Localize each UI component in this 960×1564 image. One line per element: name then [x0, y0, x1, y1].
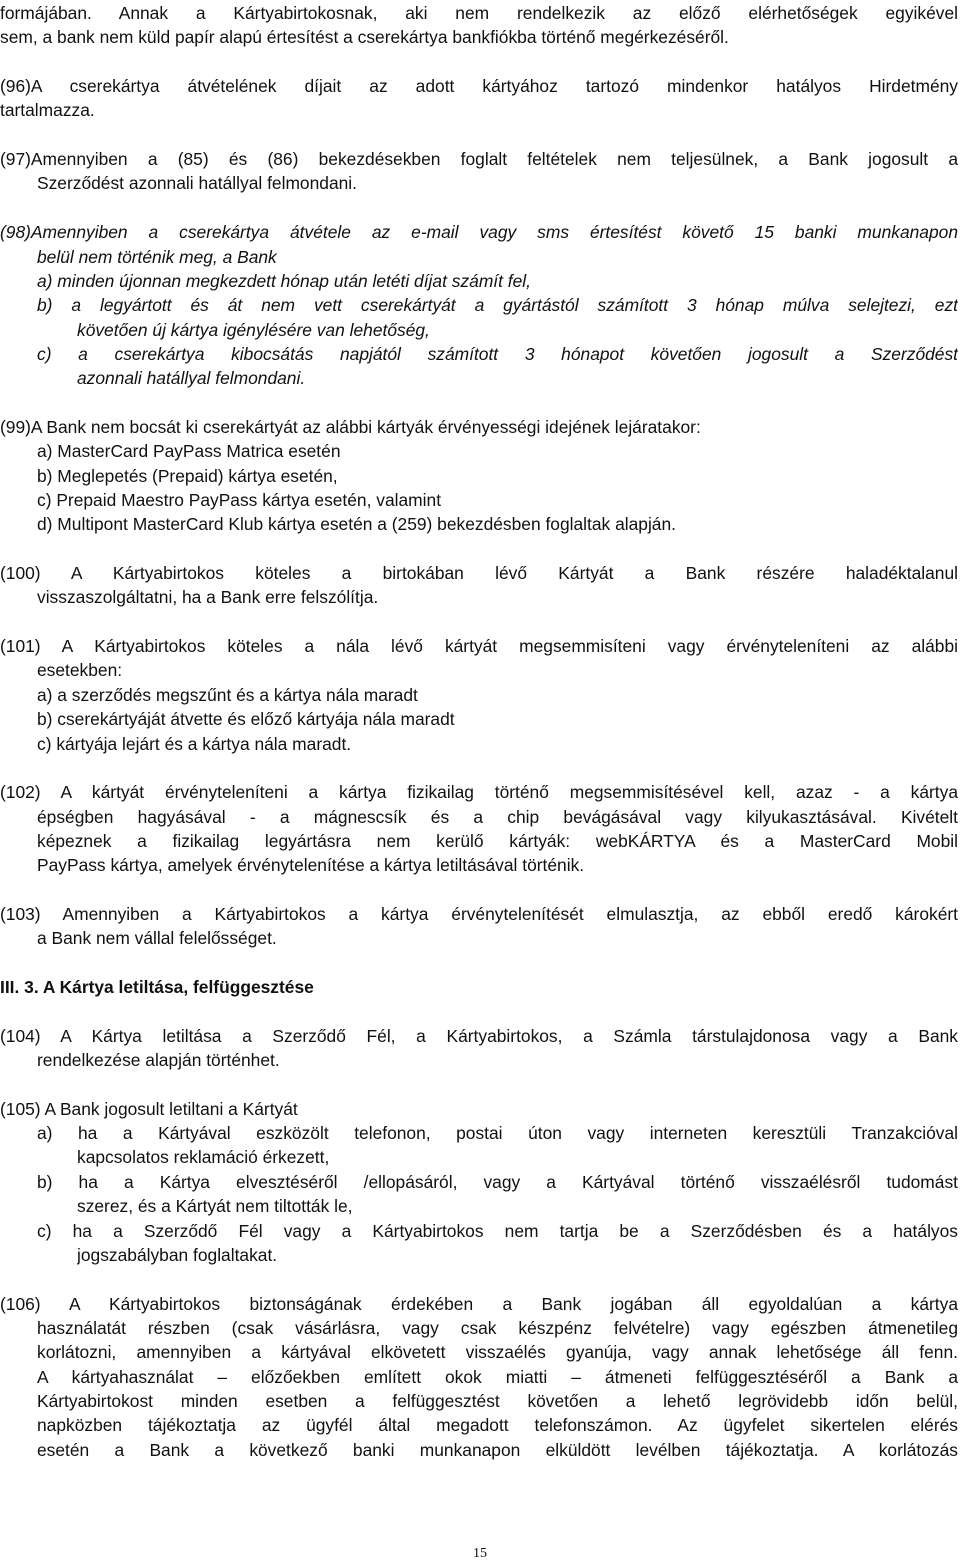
text-line: képeznek a fizikailag legyártásra nem kerülő kártyák: webKÁRTYA és a MasterCard Mobil [37, 830, 958, 851]
text-line: azonnali hatállyal felmondani. [77, 368, 306, 389]
text-line: (104) A Kártya letiltása a Szerződő Fél, a Kártyabirtokos, a Számla társtulajdonosa vagy a Bank [0, 1025, 958, 1046]
text-line: (97)Amennyiben a (85) és (86) bekezdésekben foglalt feltételek nem teljesülnek, a Bank jogosult a [0, 149, 958, 170]
text-line: szerez, és a Kártyát nem tiltották le, [77, 1196, 353, 1217]
text-line: követően új kártya igénylésére van lehetőség, [77, 319, 430, 340]
text-line: a) MasterCard PayPass Matrica esetén [37, 441, 341, 462]
text-line: (96)A cserekártya átvételének díjait az adott kártyához tartozó mindenkor hatályos Hirdetmény [0, 76, 958, 97]
text-line: Kártyabirtokost minden esetben a felfüggesztést követően a lehető legrövidebb időn belül, [37, 1390, 958, 1411]
text-line: b) cserekártyáját átvette és előző kártyája nála maradt [37, 709, 455, 730]
text-line: (101) A Kártyabirtokos köteles a nála lévő kártyát megsemmisíteni vagy érvényteleníteni az alábbi [0, 636, 958, 657]
page-number: 15 [473, 1546, 487, 1561]
text-line: rendelkezése alapján történhet. [37, 1050, 280, 1071]
text-line: (102) A kártyát érvényteleníteni a kártya fizikailag történő megsemmisítésével kell, azaz - a kártya [0, 782, 958, 803]
text-line: (106) A Kártyabirtokos biztonságának érdekében a Bank jogában áll egyoldalúan a kártya [0, 1293, 958, 1314]
text-line: c) kártyája lejárt és a kártya nála maradt. [37, 733, 352, 754]
text-line: belül nem történik meg, a Bank [37, 246, 277, 267]
text-line: c) a cserekártya kibocsátás napjától számított 3 hónapot követően jogosult a Szerződést [37, 343, 958, 364]
text-line: esetén a Bank a következő banki munkanapon elküldött levélben tájékoztatja. A korlátozás [37, 1439, 958, 1460]
text-line: formájában. Annak a Kártyabirtokosnak, aki nem rendelkezik az előző elérhetőségek egyikével [0, 3, 958, 23]
text-line: a) ha a Kártyával eszközölt telefonon, postai úton vagy interneten keresztüli Tranzakcióval [37, 1123, 958, 1144]
section-heading: III. 3. A Kártya letiltása, felfüggesztése [0, 977, 314, 997]
text-line: (99)A Bank nem bocsát ki cserekártyát az alábbi kártyák érvényességi idejének lejáratakor: [0, 416, 701, 437]
text-line: épségben hagyásával - a mágnescsík és a chip bevágásával vagy kilyukasztásával. Kivételt [37, 806, 958, 827]
text-line: a) a szerződés megszűnt és a kártya nála maradt [37, 684, 418, 705]
text-line: A kártyahasználat – előzőekben említett okok miatti – átmeneti felfüggesztéséről a Bank a [37, 1366, 958, 1387]
text-line: (98)Amennyiben a cserekártya átvétele az e-mail vagy sms értesítést követő 15 banki munkanapon [0, 222, 958, 243]
text-line: esetekben: [37, 660, 123, 681]
text-line: b) ha a Kártya elvesztéséről /ellopásáról, vagy a Kártyával történő visszaélésről tudomást [37, 1171, 958, 1192]
text-line: b) a legyártott és át nem vett cserekártyát a gyártástól számított 3 hónap múlva selejtezi, ezt [37, 295, 958, 316]
text-line: korlátozni, amennyiben a kártyával elkövetett visszaélés gyanúja, vagy annak lehetősége áll fenn. [37, 1342, 958, 1363]
text-line: (100) A Kártyabirtokos köteles a birtokában lévő Kártyát a Bank részére haladéktalanul [0, 563, 958, 584]
text-line: napközben tájékoztatja az ügyfél által megadott telefonszámon. Az ügyfelet sikertelen elérés [37, 1415, 958, 1436]
text-line: PayPass kártya, amelyek érvénytelenítése a kártya letiltásával történik. [37, 855, 585, 876]
text-line: visszaszolgáltatni, ha a Bank erre felszólítja. [37, 587, 379, 608]
text-line: (105) A Bank jogosult letiltani a Kártyát [0, 1098, 298, 1119]
text-line: (103) Amennyiben a Kártyabirtokos a kártya érvénytelenítését elmulasztja, az ebből eredő károkért [0, 903, 958, 924]
text-line: tartalmazza. [0, 100, 95, 121]
text-line: a) minden újonnan megkezdett hónap után letéti díjat számít fel, [37, 270, 532, 291]
text-line: használatát részben (csak vásárlásra, vagy csak készpénz felvételre) vagy egészben átmenetileg [37, 1317, 958, 1338]
text-line: a Bank nem vállal felelősséget. [37, 928, 277, 949]
text-line: sem, a bank nem küld papír alapú értesítést a cserekártya bankfiókba történő megérkezéséről. [0, 27, 729, 48]
text-line: jogszabályban foglaltakat. [77, 1244, 278, 1265]
text-line: b) Meglepetés (Prepaid) kártya esetén, [37, 465, 338, 486]
text-line: c) ha a Szerződő Fél vagy a Kártyabirtokos nem tartja be a Szerződésben és a hatályos [37, 1220, 958, 1241]
text-line: Szerződést azonnali hatállyal felmondani. [37, 173, 357, 194]
text-line: c) Prepaid Maestro PayPass kártya esetén, valamint [37, 490, 442, 510]
text-line: kapcsolatos reklamáció érkezett, [77, 1147, 330, 1168]
text-line: d) Multipont MasterCard Klub kártya esetén a (259) bekezdésben foglaltak alapján. [37, 514, 676, 535]
